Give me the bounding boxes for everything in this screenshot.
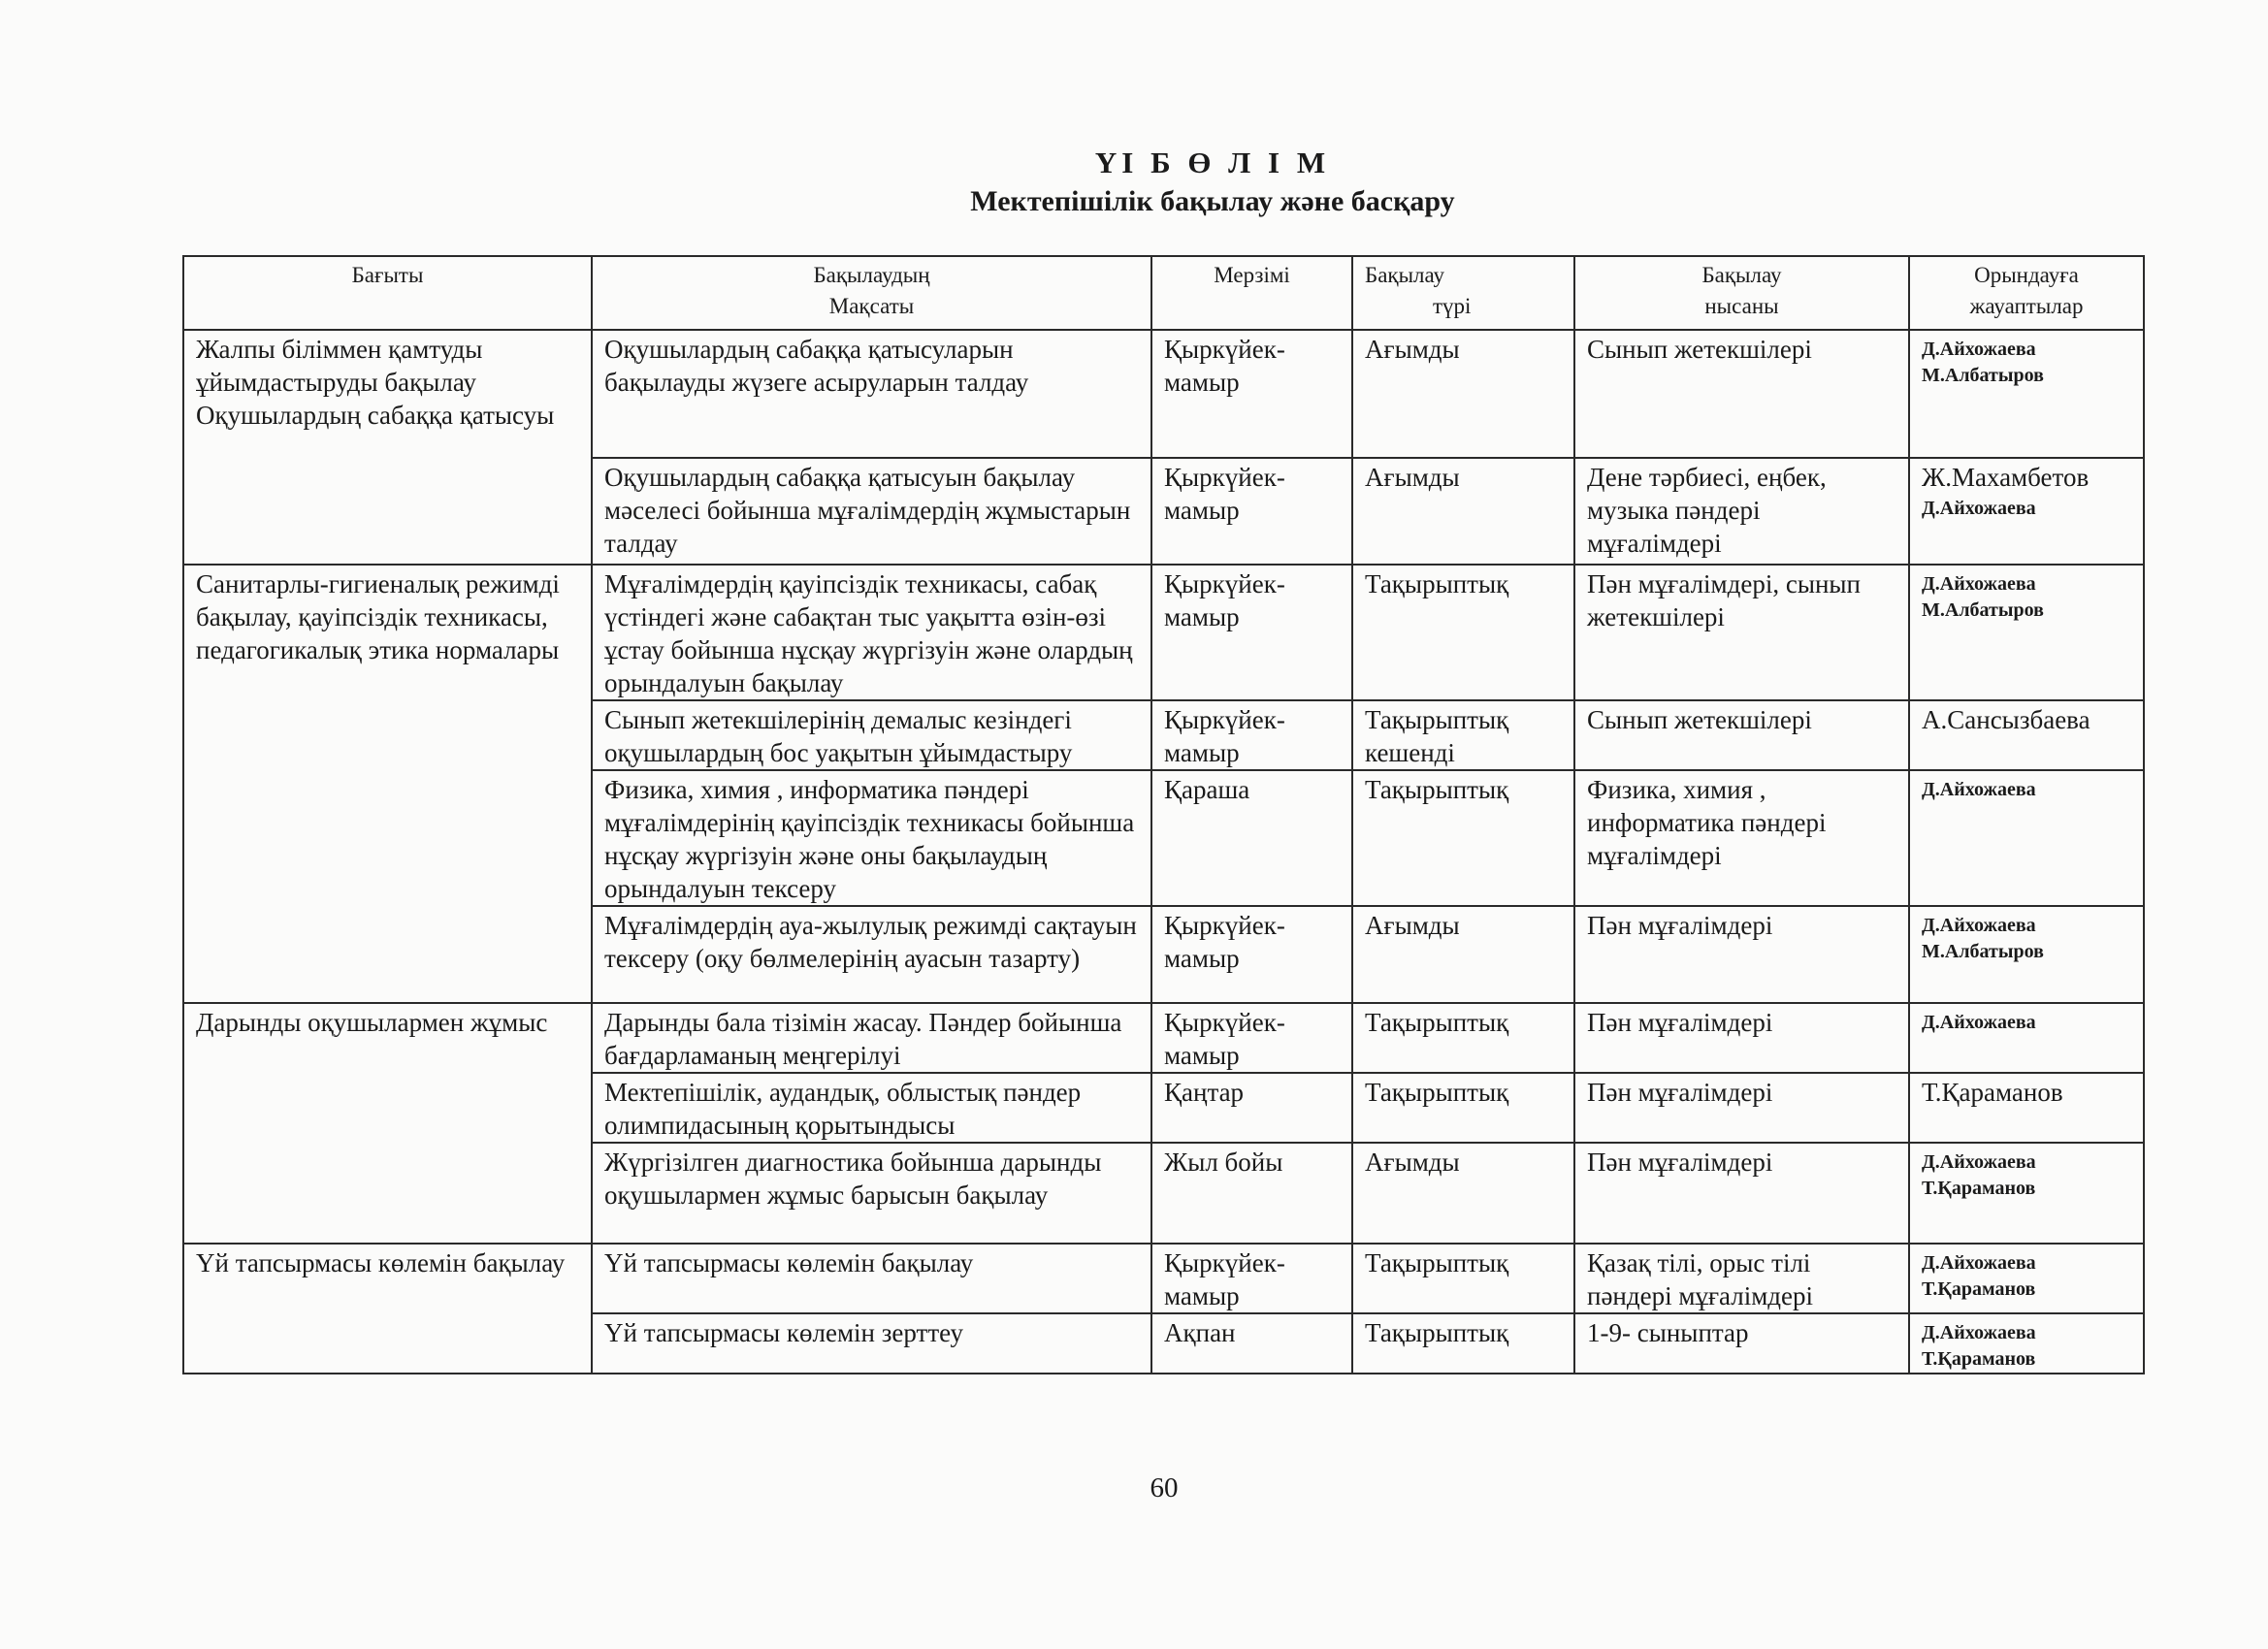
cell-goal: Жүргізілген диагностика бойынша дарынды оқушылармен жұмыс барысын бақылау	[592, 1143, 1151, 1244]
cell-term: Қаңтар	[1151, 1073, 1352, 1143]
table-row	[183, 330, 2144, 458]
col-header-direction: Бағыты	[183, 256, 592, 330]
cell-type: Тақырыптық	[1352, 1073, 1574, 1143]
cell-direction: Жалпы біліммен қамтуды ұйымдастыруды бақылау Оқушылардың сабаққа қатысуы	[183, 330, 592, 565]
cell-type: Тақырыптық	[1352, 565, 1574, 700]
cell-responsible	[1909, 1244, 2144, 1313]
cell-term: Қыркүйек-мамыр	[1151, 1003, 1352, 1073]
cell-responsible	[1909, 1003, 2144, 1073]
table-row	[183, 1003, 2144, 1073]
cell-goal: Мұғалімдердің қауіпсіздік техникасы, сабақ үстіндегі және сабақтан тыс уақытта өзін-өзі ұстау бойынша нұсқау жүргізуін және олардың орындалуын бақылау	[592, 565, 1151, 700]
cell-term: Қыркүйек-мамыр	[1151, 458, 1352, 565]
cell-type: Тақырыптық кешенді	[1352, 700, 1574, 770]
cell-responsible	[1909, 906, 2144, 1003]
table-header-row	[183, 256, 2144, 330]
responsible-person: Д.Айхожаева	[1922, 339, 2036, 360]
table-body	[183, 330, 2144, 1374]
page-number: 60	[1150, 1472, 1179, 1504]
cell-object: Пән мұғалімдері	[1574, 1003, 1909, 1073]
cell-goal: Үй тапсырмасы көлемін зерттеу	[592, 1313, 1151, 1374]
cell-type: Тақырыптық	[1352, 770, 1574, 906]
responsible-person: Д.Айхожаева	[1922, 915, 2036, 936]
cell-type: Тақырыптық	[1352, 1003, 1574, 1073]
cell-object: Пән мұғалімдері	[1574, 906, 1909, 1003]
responsible-person: Д.Айхожаева	[1922, 779, 2036, 800]
cell-goal: Оқушылардың сабаққа қатысуын бақылау мәселесі бойынша мұғалімдердің жұмыстарын талдау	[592, 458, 1151, 565]
page-heading	[0, 144, 2268, 221]
cell-goal: Оқушылардың сабаққа қатысуларын бақылауды жүзеге асыруларын талдау	[592, 330, 1151, 458]
cell-type: Тақырыптық	[1352, 1313, 1574, 1374]
cell-responsible	[1909, 458, 2144, 565]
cell-object: Сынып жетекшілері	[1574, 700, 1909, 770]
cell-object: Пән мұғалімдері	[1574, 1143, 1909, 1244]
cell-term: Қыркүйек-мамыр	[1151, 330, 1352, 458]
cell-goal: Мұғалімдердің ауа-жылулық режимді сақтауын тексеру (оқу бөлмелерінің ауасын тазарту)	[592, 906, 1151, 1003]
cell-object: Дене тәрбиесі, еңбек, музыка пәндері мұғалімдері	[1574, 458, 1909, 565]
cell-goal: Сынып жетекшілерінің демалыс кезіндегі оқушылардың бос уақытын ұйымдастыру	[592, 700, 1151, 770]
cell-responsible	[1909, 700, 2144, 770]
table-row	[183, 1244, 2144, 1313]
cell-object: Пән мұғалімдері	[1574, 1073, 1909, 1143]
col-header-type: Бақылау түрі	[1352, 256, 1574, 330]
cell-direction: Санитарлы-гигиеналық режимді бақылау, қауіпсіздік техникасы, педагогикалық этика нормалары	[183, 565, 592, 1003]
col-header-term: Мерзімі	[1151, 256, 1352, 330]
cell-object: Қазақ тілі, орыс тілі пәндері мұғалімдері	[1574, 1244, 1909, 1313]
cell-responsible	[1909, 1143, 2144, 1244]
responsible-person: М.Албатыров	[1922, 365, 2044, 386]
cell-type: Ағымды	[1352, 330, 1574, 458]
responsible-person: Д.Айхожаева	[1922, 498, 2036, 519]
cell-term: Ақпан	[1151, 1313, 1352, 1374]
responsible-person: Ж.Махамбетов	[1922, 463, 2090, 492]
cell-goal: Мектепішілік, аудандық, облыстық пәндер олимпидасының қорытындысы	[592, 1073, 1151, 1143]
cell-object: 1-9- сыныптар	[1574, 1313, 1909, 1374]
cell-responsible	[1909, 330, 2144, 458]
cell-type: Ағымды	[1352, 1143, 1574, 1244]
responsible-person: Д.Айхожаева	[1922, 573, 2036, 595]
col-header-responsible: Орындауға жауаптылар	[1909, 256, 2144, 330]
table-row	[183, 565, 2144, 700]
cell-responsible	[1909, 1313, 2144, 1374]
responsible-person: Т.Қараманов	[1922, 1348, 2036, 1370]
col-header-goal: Бақылаудың Мақсаты	[592, 256, 1151, 330]
responsible-person: Т.Қараманов	[1922, 1278, 2036, 1300]
cell-type: Тақырыптық	[1352, 1244, 1574, 1313]
section-subtitle: Мектепішілік бақылау және басқару	[970, 185, 1455, 217]
responsible-person: Т.Қараманов	[1922, 1078, 2063, 1107]
responsible-person: Д.Айхожаева	[1922, 1322, 2036, 1343]
cell-goal: Дарынды бала тізімін жасау. Пәндер бойынша бағдарламаның меңгерілуі	[592, 1003, 1151, 1073]
responsible-person: Д.Айхожаева	[1922, 1252, 2036, 1274]
cell-type: Ағымды	[1352, 906, 1574, 1003]
cell-direction: Үй тапсырмасы көлемін бақылау	[183, 1244, 592, 1374]
responsible-person: Т.Қараманов	[1922, 1178, 2036, 1199]
cell-goal: Физика, химия , информатика пәндері мұғалімдерінің қауіпсіздік техникасы бойынша нұсқау жүргізуін және оны бақылаудың орындалуын тексеру	[592, 770, 1151, 906]
section-title: ҮІ Б Ө Л І М	[1094, 146, 1331, 179]
responsible-person: М.Албатыров	[1922, 941, 2044, 962]
cell-object: Физика, химия , информатика пәндері мұғалімдері	[1574, 770, 1909, 906]
cell-term: Қыркүйек-мамыр	[1151, 700, 1352, 770]
cell-term: Жыл бойы	[1151, 1143, 1352, 1244]
control-plan-table	[182, 255, 2145, 1374]
col-header-object: Бақылау нысаны	[1574, 256, 1909, 330]
cell-term: Қыркүйек-мамыр	[1151, 1244, 1352, 1313]
cell-direction: Дарынды оқушылармен жұмыс	[183, 1003, 592, 1244]
cell-goal: Үй тапсырмасы көлемін бақылау	[592, 1244, 1151, 1313]
responsible-person: Д.Айхожаева	[1922, 1012, 2036, 1033]
cell-responsible	[1909, 1073, 2144, 1143]
cell-object: Сынып жетекшілері	[1574, 330, 1909, 458]
cell-term: Қараша	[1151, 770, 1352, 906]
cell-term: Қыркүйек-мамыр	[1151, 565, 1352, 700]
cell-responsible	[1909, 770, 2144, 906]
responsible-person: М.Албатыров	[1922, 599, 2044, 621]
responsible-person: Д.Айхожаева	[1922, 1151, 2036, 1173]
cell-term: Қыркүйек-мамыр	[1151, 906, 1352, 1003]
cell-object: Пән мұғалімдері, сынып жетекшілері	[1574, 565, 1909, 700]
responsible-person: А.Сансызбаева	[1922, 705, 2090, 734]
cell-responsible	[1909, 565, 2144, 700]
cell-type: Ағымды	[1352, 458, 1574, 565]
